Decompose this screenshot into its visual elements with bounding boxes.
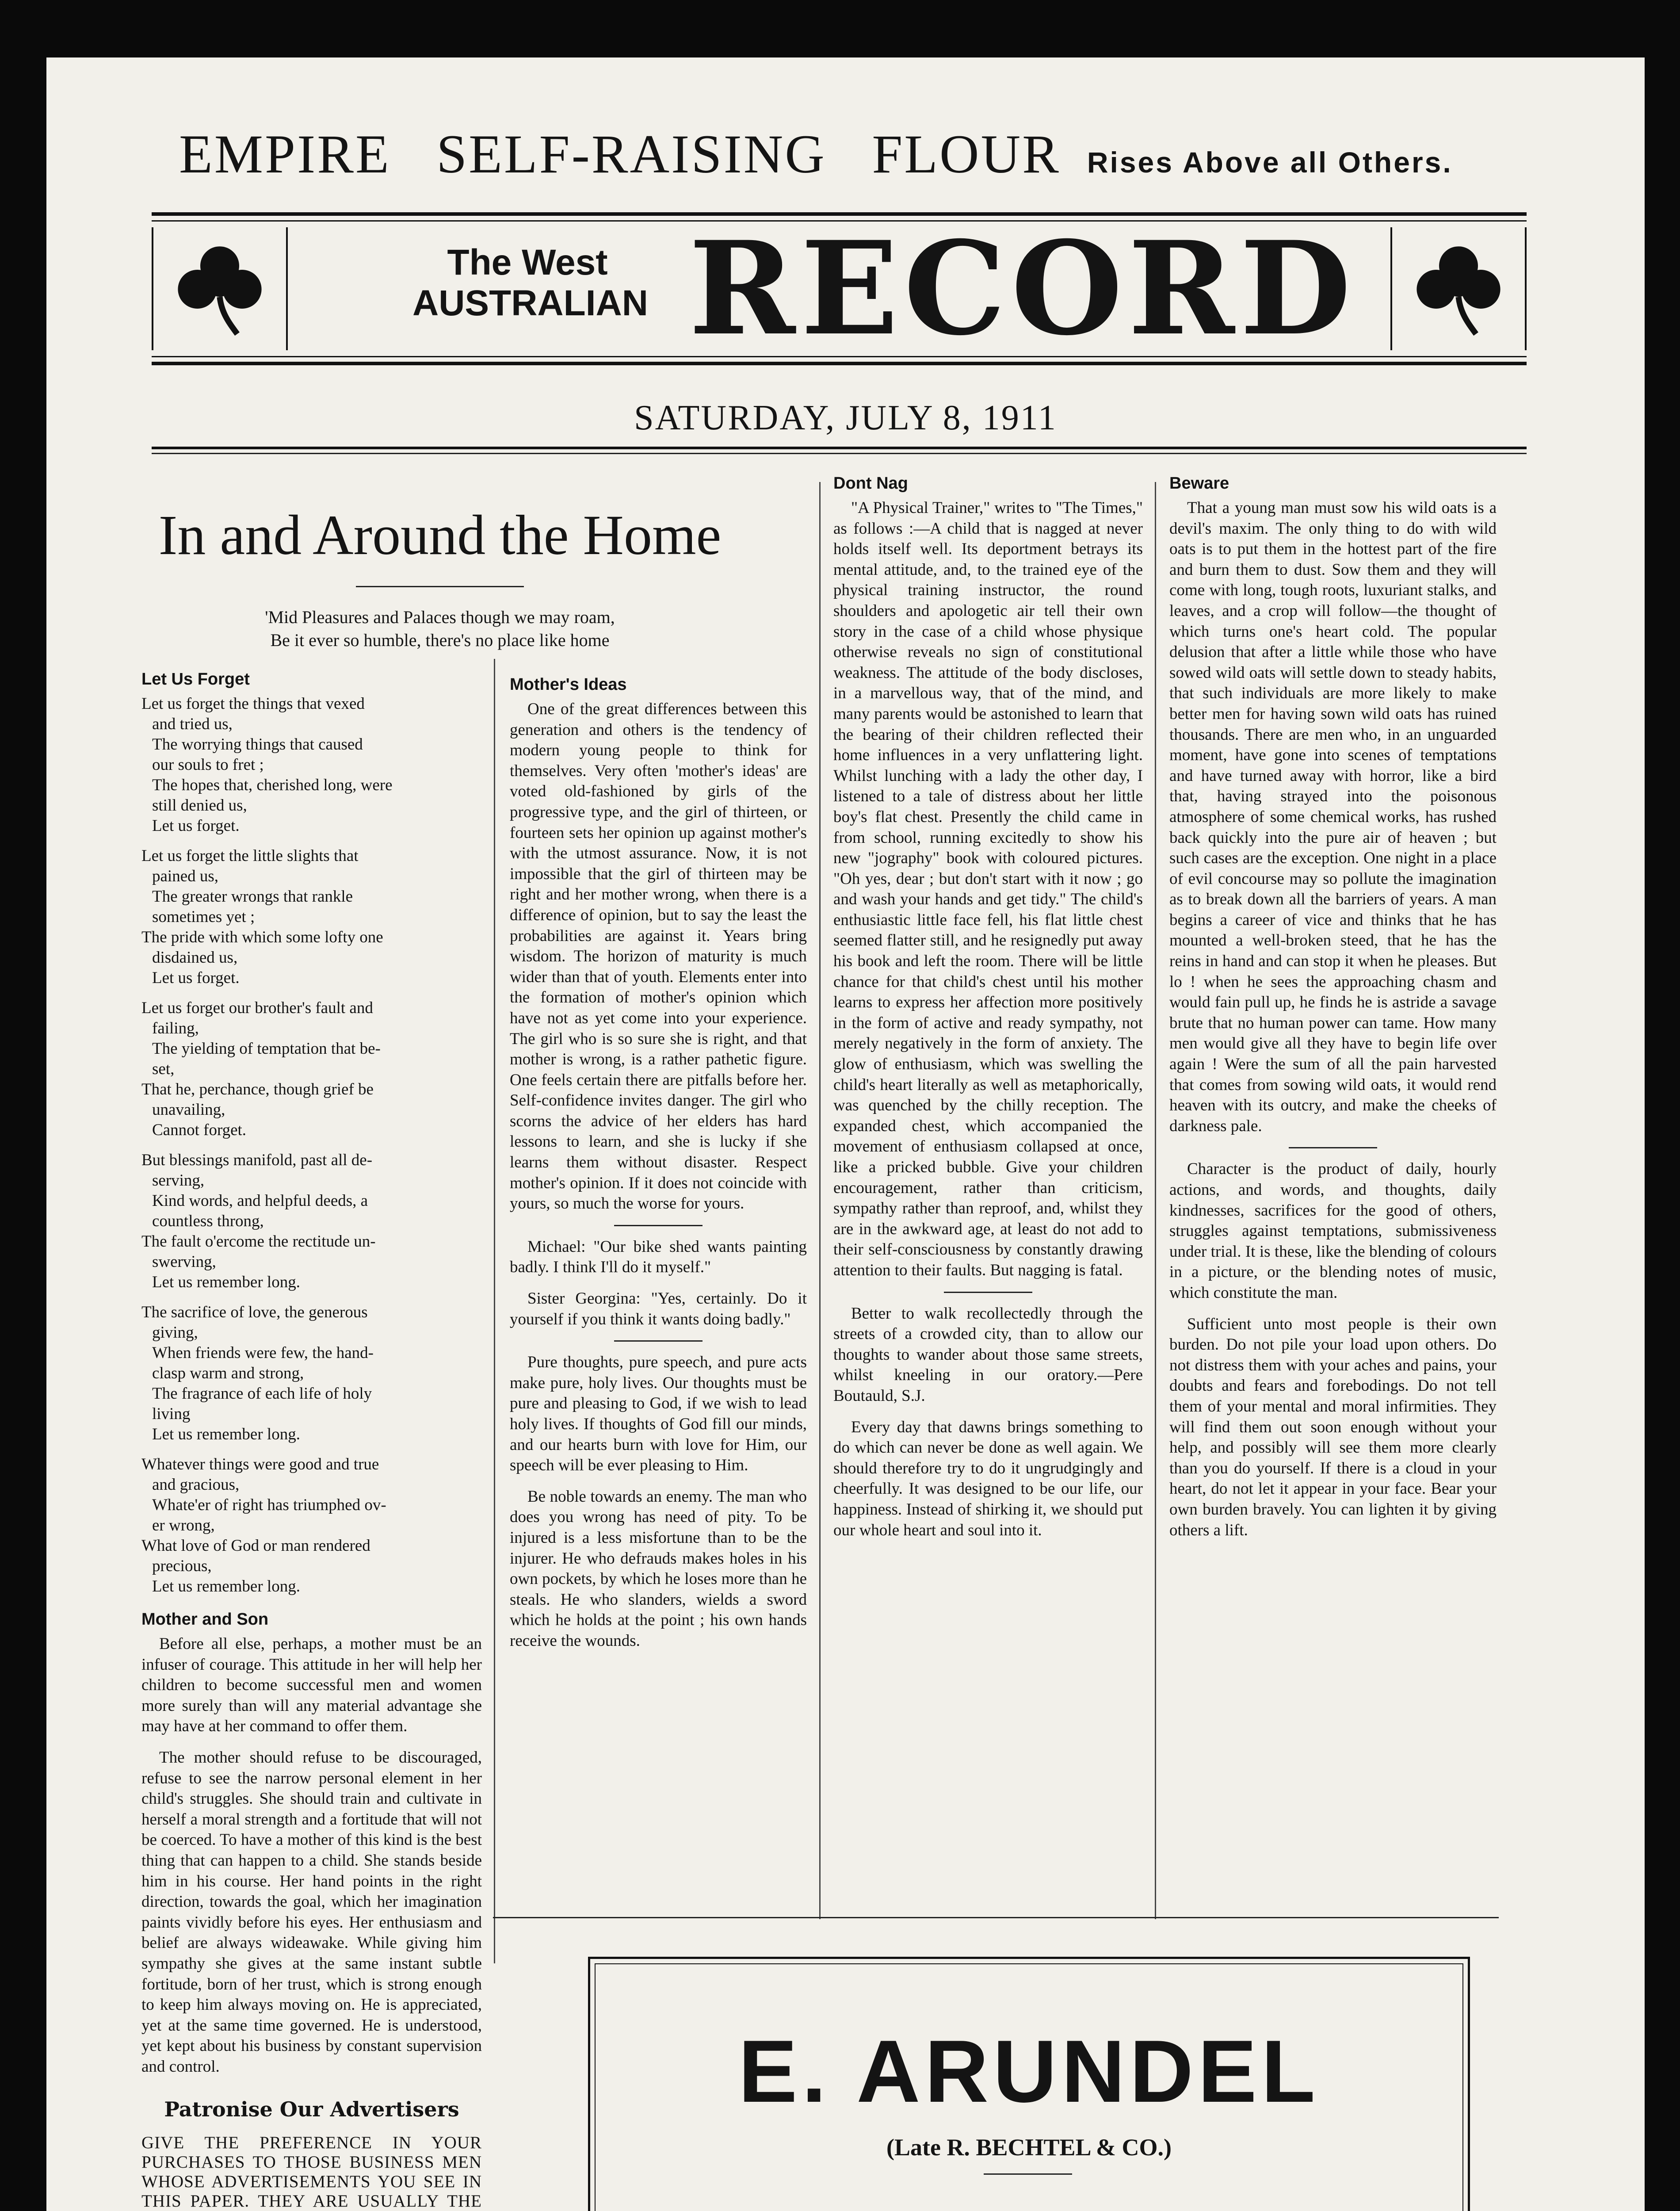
poem-title: Let Us Forget (141, 670, 250, 689)
article-paragraph: Every day that dawns brings something to do which can never be done as well again. We should therefore try to do it ungrudgingly and cheerfully. It was designed to be our life, our happiness. Instead of shirking it, we should put our whole heart and soul into it. (833, 1418, 1143, 1539)
masthead-line-1: The West (447, 242, 608, 283)
column-divider (819, 482, 821, 1919)
article-separator (614, 1340, 703, 1342)
newspaper-page (46, 57, 1645, 2211)
dialogue-line: Michael: "Our bike shed wants painting badly. I think I'll do it myself." (510, 1237, 807, 1277)
poem-stanza-3 (141, 998, 482, 1140)
poem-line: swerving, (152, 1253, 216, 1271)
article-separator (944, 1292, 1032, 1293)
poem-line: The greater wrongs that rankle (152, 887, 353, 906)
poem-line: failing, (152, 1019, 199, 1037)
poem-line: Let us forget the things that vexed (141, 695, 365, 713)
poem-line: The pride with which some lofty one (141, 928, 383, 946)
article-separator (1289, 1147, 1377, 1148)
masthead-title: RECORD (689, 214, 1356, 364)
poem-line: Let us forget our brother's fault and (141, 999, 373, 1017)
motto-line-2: Be it ever so humble, there's no place like home (270, 630, 610, 650)
poem-line: and tried us, (152, 715, 233, 733)
column-2 (510, 674, 807, 1913)
poem-line: countless throng, (152, 1212, 264, 1230)
poem-line: The sacrifice of love, the generous (141, 1303, 368, 1321)
poem-line: Cannot forget. (152, 1121, 247, 1139)
column-1 (141, 657, 482, 2211)
poem-stanza-4 (141, 1150, 482, 1293)
article-paragraph: Better to walk recollectedly through the streets of a crowded city, than to allow our thoughts to wander about those same streets, whilst kneeling in our oratory.—Pere Boutauld, S.J. (833, 1304, 1143, 1405)
poem-line: er wrong, (152, 1516, 215, 1534)
article-paragraph: That a young man must sow his wild oats is a devil's maxim. The only thing to do with wild oats is to put them in the hottest part of the fire and burn them to dust. Sow them and they will come with long, tough roots, luxuriant stalks, and leaves, and a crop will follow—the thought of which turns one's heart cold. The popular delusion that after a little while those who have sowed wild oats will settle down to steady habits, that such individuals are more likely to make better men for having sown wild oats has ruined thousands. There are men who, in an unguarded moment, have gone into scenes of temptations and have turned away with horror, like a bird that, having strayed into the poisonous atmosphere of some chemical works, has rushed back quickly into the pure air of heaven ; but such cases are the exception. One night in a place of evil concourse may so pollute the imagination as to break down all the barriers of years. A man begins a career of vice and thinks that he has mounted a well-broken steed, that he has the reins in hand and can stop it when he pleases. But lo ! when he sees the approaching chasm and would fain pull up, he finds he is astride a savage brute that no human power can tame. How many men would give all they have to begin life over again ! Were the sum of all the pain harvested that comes from sowing wild oats, it would rend heaven with its outcry, and make the cheeks of darkness pale. (1169, 499, 1497, 1135)
masthead-subtitle (412, 242, 648, 324)
poem-line: The hopes that, cherished long, were (152, 776, 393, 794)
poem-line: serving, (152, 1171, 205, 1190)
poem-line: That he, perchance, though grief be (141, 1080, 374, 1098)
poem-line: Kind words, and helpful deeds, a (152, 1192, 368, 1210)
poem-stanza-6 (141, 1454, 482, 1597)
dialogue-line: Sister Georgina: "Yes, certainly. Do it yourself if you think it wants doing badly." (510, 1289, 807, 1328)
poem-line: pained us, (152, 867, 219, 885)
poem-line: Let us remember long. (152, 1425, 300, 1443)
article-heading-mothers-ideas: Mother's Ideas (510, 675, 627, 694)
top-word-empire: EMPIRE (179, 124, 391, 184)
poem-line: The yielding of temptation that be- (152, 1040, 381, 1058)
section-motto (122, 606, 758, 652)
article-paragraph: Sufficient unto most people is their own burden. Do not pile your load upon others. Do not distress them with your aches and pains, your doubts and fears and forebodings. Do not tell them of your mental and moral infirmities. They will find them out soon enough without your help, and possibly will see them more clearly than you do yourself. If there is a cloud in your heart, do not let it appear in your face. Bear your own burden bravely. You can lighten it by giving others a lift. (1169, 1315, 1497, 1539)
advert-top-rule (493, 1917, 1499, 1918)
poem-line: The fragrance of each life of holy (152, 1385, 372, 1403)
advert-business-name: E. ARUNDEL (738, 2022, 1320, 2121)
poem-stanza-5 (141, 1302, 482, 1445)
advert-rule (984, 2173, 1072, 2175)
poem-line: When friends were few, the hand- (152, 1344, 374, 1362)
top-word-flour: FLOUR (872, 124, 1061, 184)
poem-line: clasp warm and strong, (152, 1364, 304, 1382)
poem-line: The fault o'ercome the rectitude un- (141, 1232, 376, 1251)
poem-line: Whatever things were good and true (141, 1455, 379, 1473)
header-rule (152, 447, 1527, 449)
poem-line: Let us remember long. (152, 1577, 300, 1595)
poem-line: Let us remember long. (152, 1273, 300, 1291)
article-heading-mother-and-son: Mother and Son (141, 1610, 269, 1629)
article-paragraph: Character is the product of daily, hourly actions, and words, and thoughts, daily kindnesses, sacrifices for the good of others, struggles against temptations, submissiveness under trial. It is these, like the blending of colours in a picture, or the blending notes of music, which constitute the man. (1169, 1160, 1497, 1302)
poem-line: precious, (152, 1557, 212, 1575)
article-paragraph: One of the great differences between this generation and others is the tendency of modern young people to think for themselves. Very often 'mother's ideas' are voted old-fashioned by girls of the progressive type, and the girl of thirteen, or fourteen sets her opinion up against mother's with the utmost assurance. Now, it is not impossible that the girl of thirteen may be right and her mother wrong, when there is a difference of opinion, but to say the least the probabilities are against it. Years bring wisdom. The horizon of maturity is much wider than that of youth. Elements enter into the formation of mother's opinion which have not as yet come into your experience. The girl who is so sure she is right, and that mother is wrong, is a rather pathetic figure. One feels certain there are pitfalls before her. Self-confidence invites danger. The girl who scorns the advice of her elders has hard lessons to learn, and she is lucky if she learns them without disaster. Respect mother's opinion. If it does not coincide with yours, so much the worse for yours. (510, 700, 807, 1213)
poem-line: still denied us, (152, 796, 247, 815)
shamrock-icon (1410, 241, 1507, 338)
poem-stanza-1 (141, 694, 482, 836)
patronise-text: GIVE THE PREFERENCE IN YOUR PURCHASES TO THOSE BUSINESS MEN WHOSE ADVERTISEMENTS YOU SEE IN THIS PAPER. THEY ARE USUALLY THE (141, 2133, 482, 2211)
section-title: In and Around the Home (158, 504, 722, 566)
masthead-line-2: AUSTRALIAN (412, 283, 648, 323)
masthead (152, 212, 1527, 365)
poem-stanza-2 (141, 846, 482, 988)
arundel-advertisement (588, 1957, 1470, 2211)
title-rule (356, 586, 524, 587)
article-paragraph: Be noble towards an enemy. The man who does you wrong has need of pity. To be injured is a less misfortune than to be the injurer. He who defrauds makes holes in his own pockets, by which he loses more than he steals. He who slanders, wields a sword which he holds at the point ; his own hands receive the wounds. (510, 1487, 807, 1650)
article-paragraph: Before all else, perhaps, a mother must be an infuser of courage. This attitude in her will help her children to become successful men and women more surely than will any material advantage she may have at her command to offer them. (141, 1635, 482, 1736)
poem-line: and gracious, (152, 1476, 240, 1494)
column-3 (833, 473, 1143, 1910)
poem-line: Whate'er of right has triumphed ov- (152, 1496, 386, 1514)
top-word-selfraising: SELF-RAISING (436, 124, 826, 184)
masthead-emblem-right (1390, 227, 1527, 350)
article-heading-beware: Beware (1169, 474, 1229, 493)
poem-line: set, (152, 1060, 175, 1078)
poem-line: our souls to fret ; (152, 756, 264, 774)
advert-former-name: (Late R. BECHTEL & CO.) (886, 2134, 1172, 2161)
poem-line: Let us forget. (152, 969, 240, 987)
masthead-emblem-left (152, 227, 288, 350)
poem-line: living (152, 1405, 191, 1423)
header-rule-thin (152, 453, 1527, 454)
column-4 (1169, 473, 1497, 1910)
article-paragraph: "A Physical Trainer," writes to "The Times," as follows :—A child that is nagged at never holds itself well. Its deportment betrays its mental attitude, and, to the trained eye of the physical training instructor, the round shoulders and apologetic air tell their own story in the case of a child whose physique otherwise reveals no sign of constitutional weakness. The attitude of the body discloses, in a marvellous way, that of the mind, and many parents would be astonished to learn that the bearing of their children reflected their home influences in a very unflattering light. Whilst lunching with a lady the other day, I listened to a tale of distress about her little boy's flat chest. Presently the child came in from school, running excitedly to show his new "jography" book with coloured pictures. "Oh yes, dear ; but don't start with it now ; go and wash your hands and get tidy." The child's enthusiastic little face fell, his flat little chest seemed flatter still, and he resignedly put away his book and left the room. There will be little chance for that child's chest until his mother learns to express her affection more positively in the form of active and ready sympathy, not merely negatively in the form of anxiety. The glow of enthusiasm, which was swelling the child's heart literally as well as metaphorically, was quenched by the chilly reception. The expanded chest, which accompanied the movement of enthusiasm collapsed at once, like a pricked bubble. Give your children encouragement, rather than criticism, sympathy rather than reproof, and, whilst they are in the awkward age, at least do not add to their self-consciousness by constantly drawing attention to their faults. But nagging is fatal. (833, 499, 1143, 1279)
motto-line-1: 'Mid Pleasures and Palaces though we may roam, (265, 607, 615, 627)
flour-tagline: Rises Above all Others. (1087, 146, 1453, 179)
dateline: SATURDAY, JULY 8, 1911 (634, 398, 1057, 437)
poem-line: But blessings manifold, past all de- (141, 1151, 373, 1169)
poem-line: sometimes yet ; (152, 908, 255, 926)
poem-line: disdained us, (152, 949, 238, 967)
flour-advert-line (179, 123, 1541, 186)
article-separator (614, 1225, 703, 1226)
article-paragraph: The mother should refuse to be discouraged, refuse to see the narrow personal element in her child's struggles. She should train and cultivate in herself a moral strength and a fortitude that will not be coerced. To have a mother of this kind is the best thing that can happen to a child. She stands beside him in his course. Her hand points in the right direction, towards the goal, which her imagination paints vividly before his eyes. Her enthusiasm and belief are always wideawake. While giving him sympathy she gives at the same instant subtle fortitude, born of her trust, which is strong enough to keep him always moving on. He is appreciated, yet at the same time governed. He is understood, yet kept about his business by constant supervision and control. (141, 1748, 482, 2076)
article-heading-dont-nag: Dont Nag (833, 474, 908, 493)
poem-line: Let us forget the little slights that (141, 847, 359, 865)
patronise-heading: Patronise Our Advertisers (164, 2097, 459, 2122)
column-divider (494, 659, 495, 1963)
poem-line: What love of God or man rendered (141, 1537, 370, 1555)
poem-line: Let us forget. (152, 817, 240, 835)
poem-let-us-forget (141, 694, 482, 1597)
shamrock-icon (171, 241, 268, 338)
poem-line: The worrying things that caused (152, 735, 363, 754)
article-paragraph: Pure thoughts, pure speech, and pure acts make pure, holy lives. Our thoughts must be pure and pleasing to God, if we wish to lead holy lives. If thoughts of God fill our minds, and our hearts burn with love for Him, our speech will be ever pleasing to Him. (510, 1353, 807, 1475)
poem-line: giving, (152, 1324, 198, 1342)
poem-line: unavailing, (152, 1101, 225, 1119)
column-divider (1155, 482, 1156, 1919)
